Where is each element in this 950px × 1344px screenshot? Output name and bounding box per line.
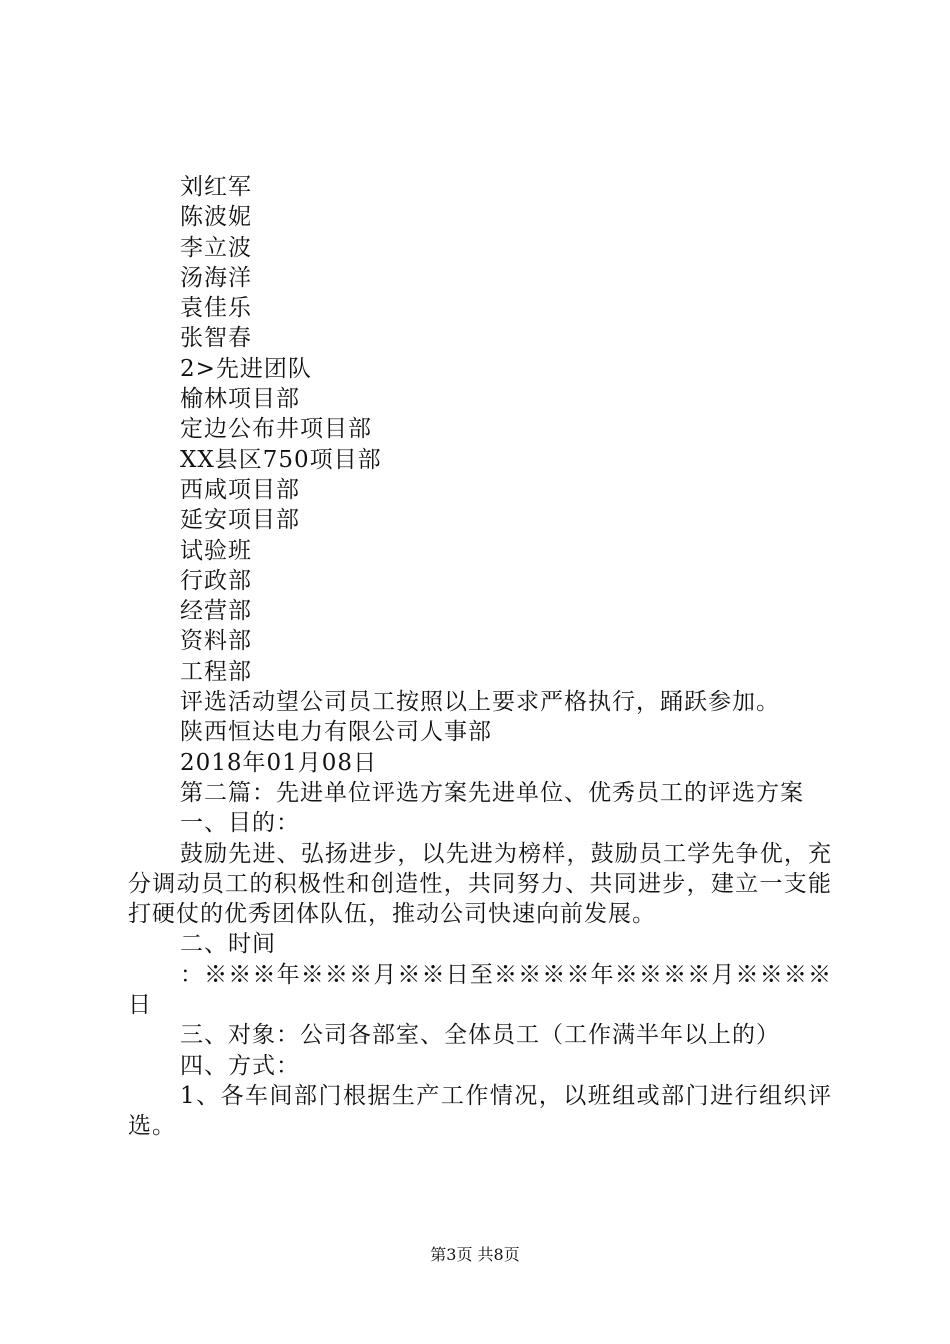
team-name: 西咸项目部 [180,476,300,503]
heading-target: 三、对象：公司各部室、全体员工（工作满半年以上的） [180,1022,780,1049]
person-name: 汤海洋 [180,264,252,291]
team-name: XX县区750项目部 [180,446,382,473]
closing-statement: 评选活动望公司员工按照以上要求严格执行，踊跃参加。 [180,689,780,716]
heading-purpose: 一、目的： [180,810,300,837]
person-name: 刘红军 [180,174,252,200]
team-name: 行政部 [180,567,252,594]
person-name: 李立波 [180,234,252,261]
issue-date: 2018年01月08日 [180,749,378,776]
purpose-paragraph: 鼓励先进、弘扬进步，以先进为榜样，鼓励员工学先争优，充分调动员工的积极性和创造性，共同努力、共同进步，建立一支能打硬仗的优秀团体队伍，推动公司快速向前发展。 [128,840,832,928]
team-name: 定边公布井项目部 [180,416,372,443]
person-name: 陈波妮 [180,204,252,231]
method-paragraph: 1、各车间部门根据生产工作情况，以班组或部门进行组织评选。 [128,1082,832,1140]
person-name: 袁佳乐 [180,295,252,322]
page-footer: 第3页 共8页 [430,1245,520,1264]
heading-method: 四、方式： [180,1052,300,1079]
section-two-title: 第二篇：先进单位评选方案先进单位、优秀员工的评选方案 [180,779,804,806]
team-name: 经营部 [180,598,252,625]
team-name: 延安项目部 [180,507,300,534]
team-name: 试验班 [180,537,252,564]
time-paragraph: ：※※※年※※※月※※日至※※※※年※※※※月※※※※日 [128,961,832,1019]
document-body [128,172,832,1142]
issuing-organization: 陕西恒达电力有限公司人事部 [180,719,492,746]
team-heading: 2>先进团队 [180,355,312,382]
team-name: 资料部 [180,628,252,655]
team-name: 工程部 [180,658,252,685]
heading-time: 二、时间 [180,931,276,958]
person-name: 张智春 [180,325,252,352]
team-name: 榆林项目部 [180,386,300,413]
